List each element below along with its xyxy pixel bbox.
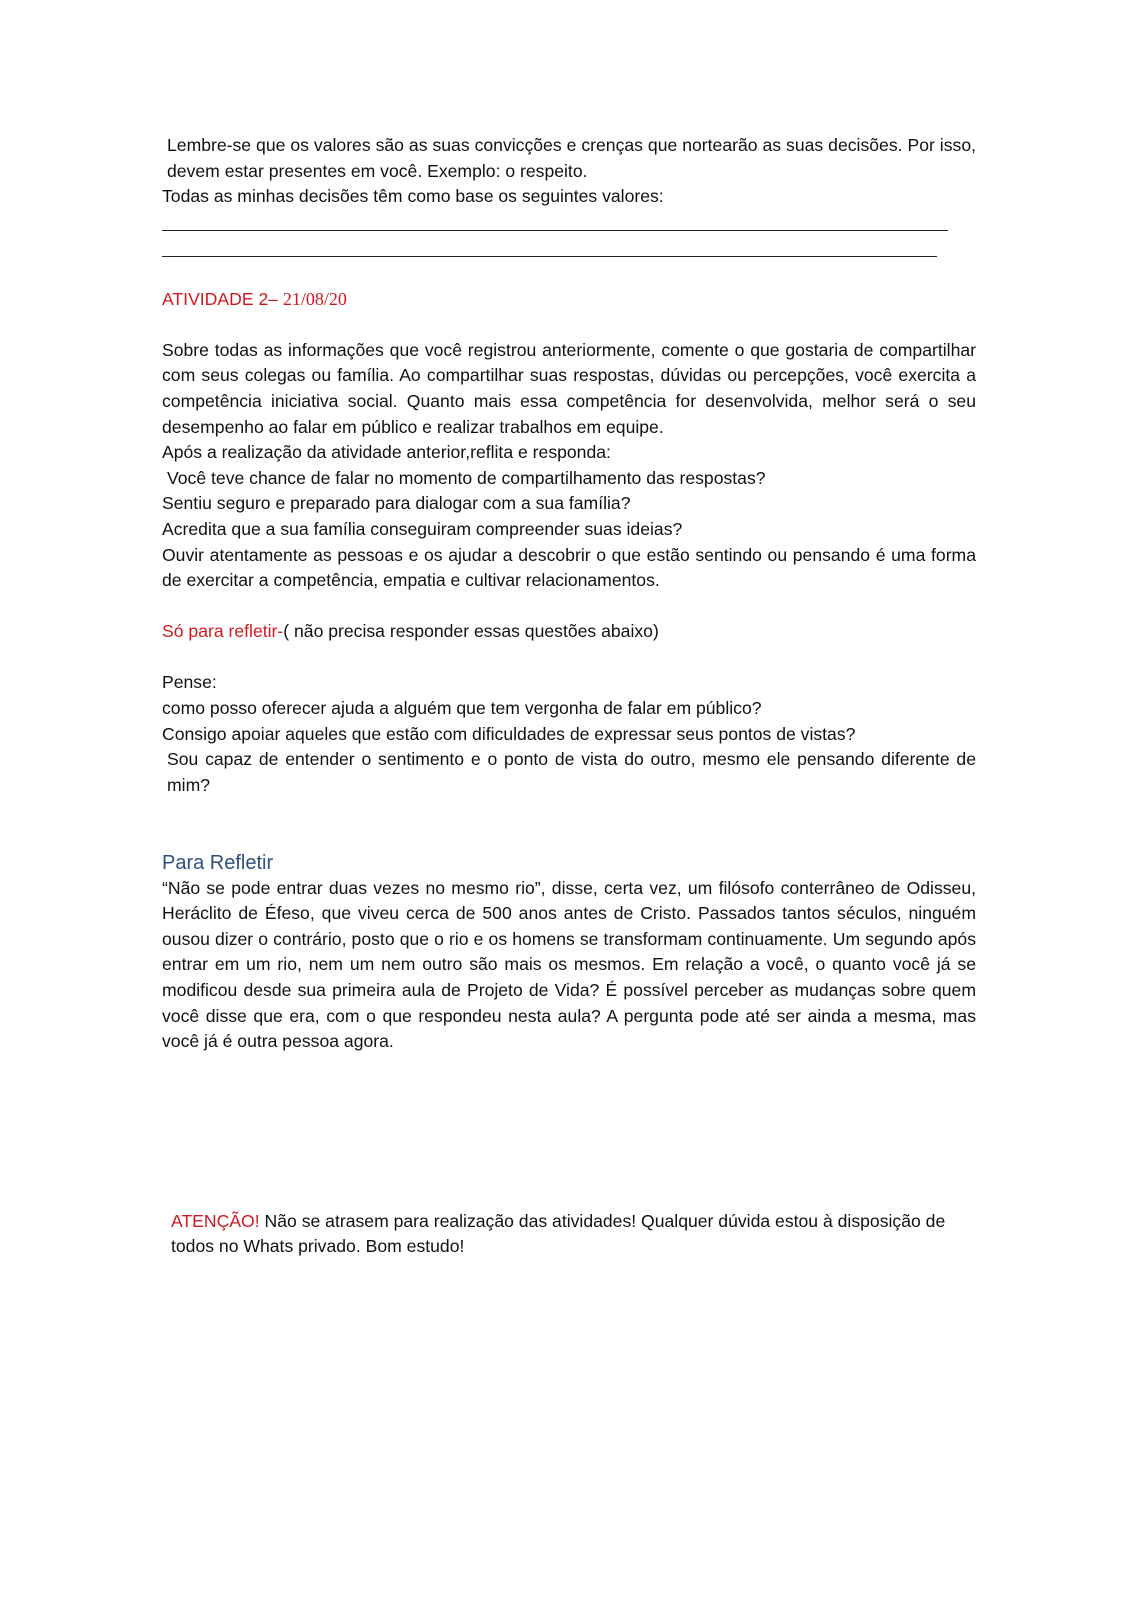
question-item: Você teve chance de falar no momento de compartilhamento das respostas? [167,467,766,488]
question-item: Acredita que a sua família conseguiram compreender suas ideias? [162,518,683,539]
values-intro-text: Lembre-se que os valores são as suas convicções e crenças que nortearão as suas decisões. Por isso, devem estar presentes em você. Exemplo: o respeito. [167,135,976,181]
para-refletir-text: “Não se pode entrar duas vezes no mesmo rio”, disse, certa vez, um filósofo conterrâneo de Odisseu, Heráclito de Éfeso, que viveu cerca de 500 anos antes de Cristo. Passados tantos séculos, ninguém ousou dizer o contrário, posto que o rio e os homens se transformam continuamente. Um segundo após entrar em um rio, nem um nem outro são mais os mesmos. Em relação a você, o quanto você já se modificou desde sua primeira aula de Projeto de Vida? É possível perceber as mudanças sobre quem você disse que era, com o que respondeu nesta aula? A pergunta pode até ser ainda a mesma, mas você já é outra pessoa agora. [162,877,976,1052]
think-question: Sou capaz de entender o sentimento e o ponto de vista do outro, mesmo ele pensando diferente de mim? [167,749,976,795]
activity-heading [162,287,976,313]
attention-text: Não se atrasem para realização das atividades! Qualquer dúvida estou à disposição de todos no Whats privado. Bom estudo! [171,1210,946,1257]
activity-instructions: Após a realização da atividade anterior,reflita e responda: [162,442,611,463]
attention-notice [162,1209,976,1260]
answer-line-2[interactable] [162,235,976,261]
para-refletir-heading: Para Refletir [162,851,274,874]
think-heading: Pense: [162,672,217,693]
think-question: Consigo apoiar aqueles que estão com dificuldades de expressar seus pontos de vistas? [162,723,856,744]
think-question: como posso oferecer ajuda a alguém que tem vergonha de falar em público? [162,698,762,719]
values-prompt: Todas as minhas decisões têm como base os seguintes valores: [162,186,664,207]
reflect-only-label: Só para refletir- [162,621,284,642]
activity-paragraph: Sobre todas as informações que você registrou anteriormente, comente o que gostaria de compartilhar com seus colegas ou família. Ao compartilhar suas respostas, dúvidas ou percepções, você exercita a competência iniciativa social. Quanto mais essa competência for desenvolvida, melhor será o seu desempenho ao falar em público e realizar trabalhos em equipe. [162,339,976,437]
activity-label: ATIVIDADE 2– [162,288,279,309]
reflect-only-note: ( não precisa responder essas questões abaixo) [283,621,659,642]
reflect-only-line [162,619,976,645]
answer-line-1[interactable] [162,210,976,236]
question-item: Sentiu seguro e preparado para dialogar com a sua família? [162,493,631,514]
activity-closing: Ouvir atentamente as pessoas e os ajudar a descobrir o que estão sentindo ou pensando é uma forma de exercitar a competência, empatia e cultivar relacionamentos. [162,544,976,591]
attention-label: ATENÇÃO! [171,1210,260,1231]
activity-date: 21/08/20 [282,288,347,309]
document-body [162,133,976,1260]
